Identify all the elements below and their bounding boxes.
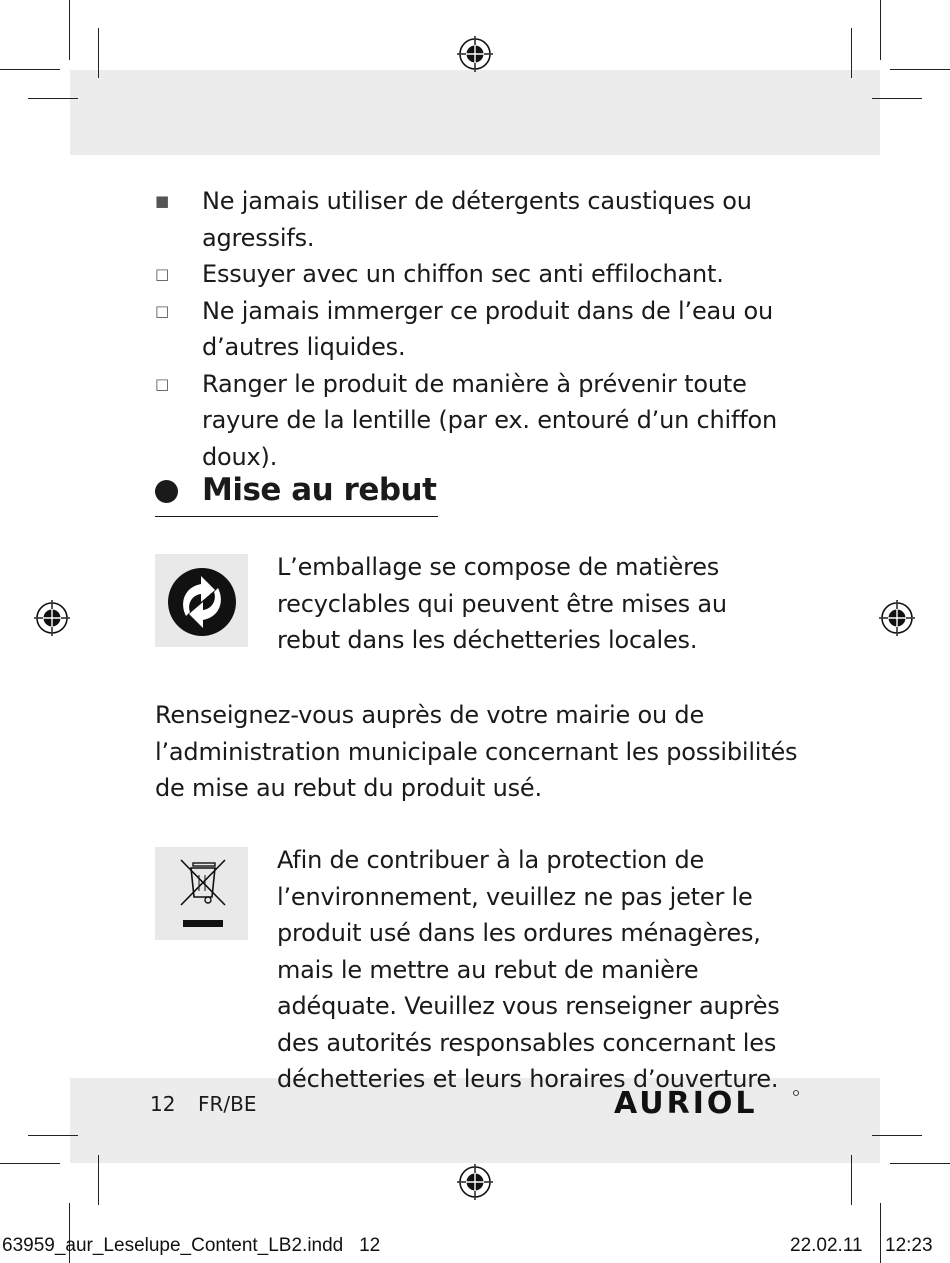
list-item-text: Ne jamais utiliser de détergents caustiques ou agressifs. [202,187,752,252]
bullet-marker: □ [155,301,169,320]
list-item [155,183,815,256]
section-heading [155,468,438,517]
section-title: Mise au rebut [202,472,437,508]
slug-date: 22.02.11 [790,1235,863,1256]
bullet-marker: □ [155,265,169,283]
registration-mark-icon [32,598,72,638]
list-item [155,293,815,366]
slug-filename: 63959_aur_Leselupe_Content_LB2.indd 12 [2,1235,381,1256]
crossed-out-wheelie-bin-icon [155,847,248,940]
page-number: 12 [150,1092,176,1116]
list-item-text: Ranger le produit de manière à prévenir toute rayure de la lentille (par ex. entouré d’un chiffon doux). [202,369,778,471]
list-item-text: Ne jamais immerger ce produit dans de l’eau ou d’autres liquides. [202,296,773,361]
weee-paragraph: Afin de contribuer à la protection de l’environnement, veuillez ne pas jeter le produit usé dans les ordures ménagères, mais le mettre au rebut de manière adéquate. Veuillez vous renseigner auprès des autorités responsables concernant les déchetteries et leurs horaires d’ouverture. [277,846,780,1093]
heading-bullet-icon [155,480,178,503]
header-band [70,70,880,155]
language-code: FR/BE [198,1092,257,1116]
list-item [155,256,815,293]
brand-logo-text: AURIOL [614,1086,758,1121]
green-dot-recycling-icon [155,554,248,647]
brand-logo [612,1082,802,1122]
registration-mark-icon [455,1162,495,1202]
disposal-info-paragraph: Renseignez-vous auprès de votre mairie ou de l’administration municipale concernant les possibilités de mise au rebut du produit usé. [155,701,798,802]
bullet-marker: ■ [155,192,169,210]
slug-time: 12:23 [885,1235,933,1256]
care-instructions-list [155,183,815,475]
packaging-paragraph: L’emballage se compose de matières recyclables qui peuvent être mises au rebut dans les déchetteries locales. [277,553,727,654]
list-item-text: Essuyer avec un chiffon sec anti effilochant. [202,260,724,288]
bullet-marker: □ [155,374,169,393]
registration-mark-icon [455,34,495,74]
list-item [155,366,815,476]
registration-mark-icon [877,598,917,638]
